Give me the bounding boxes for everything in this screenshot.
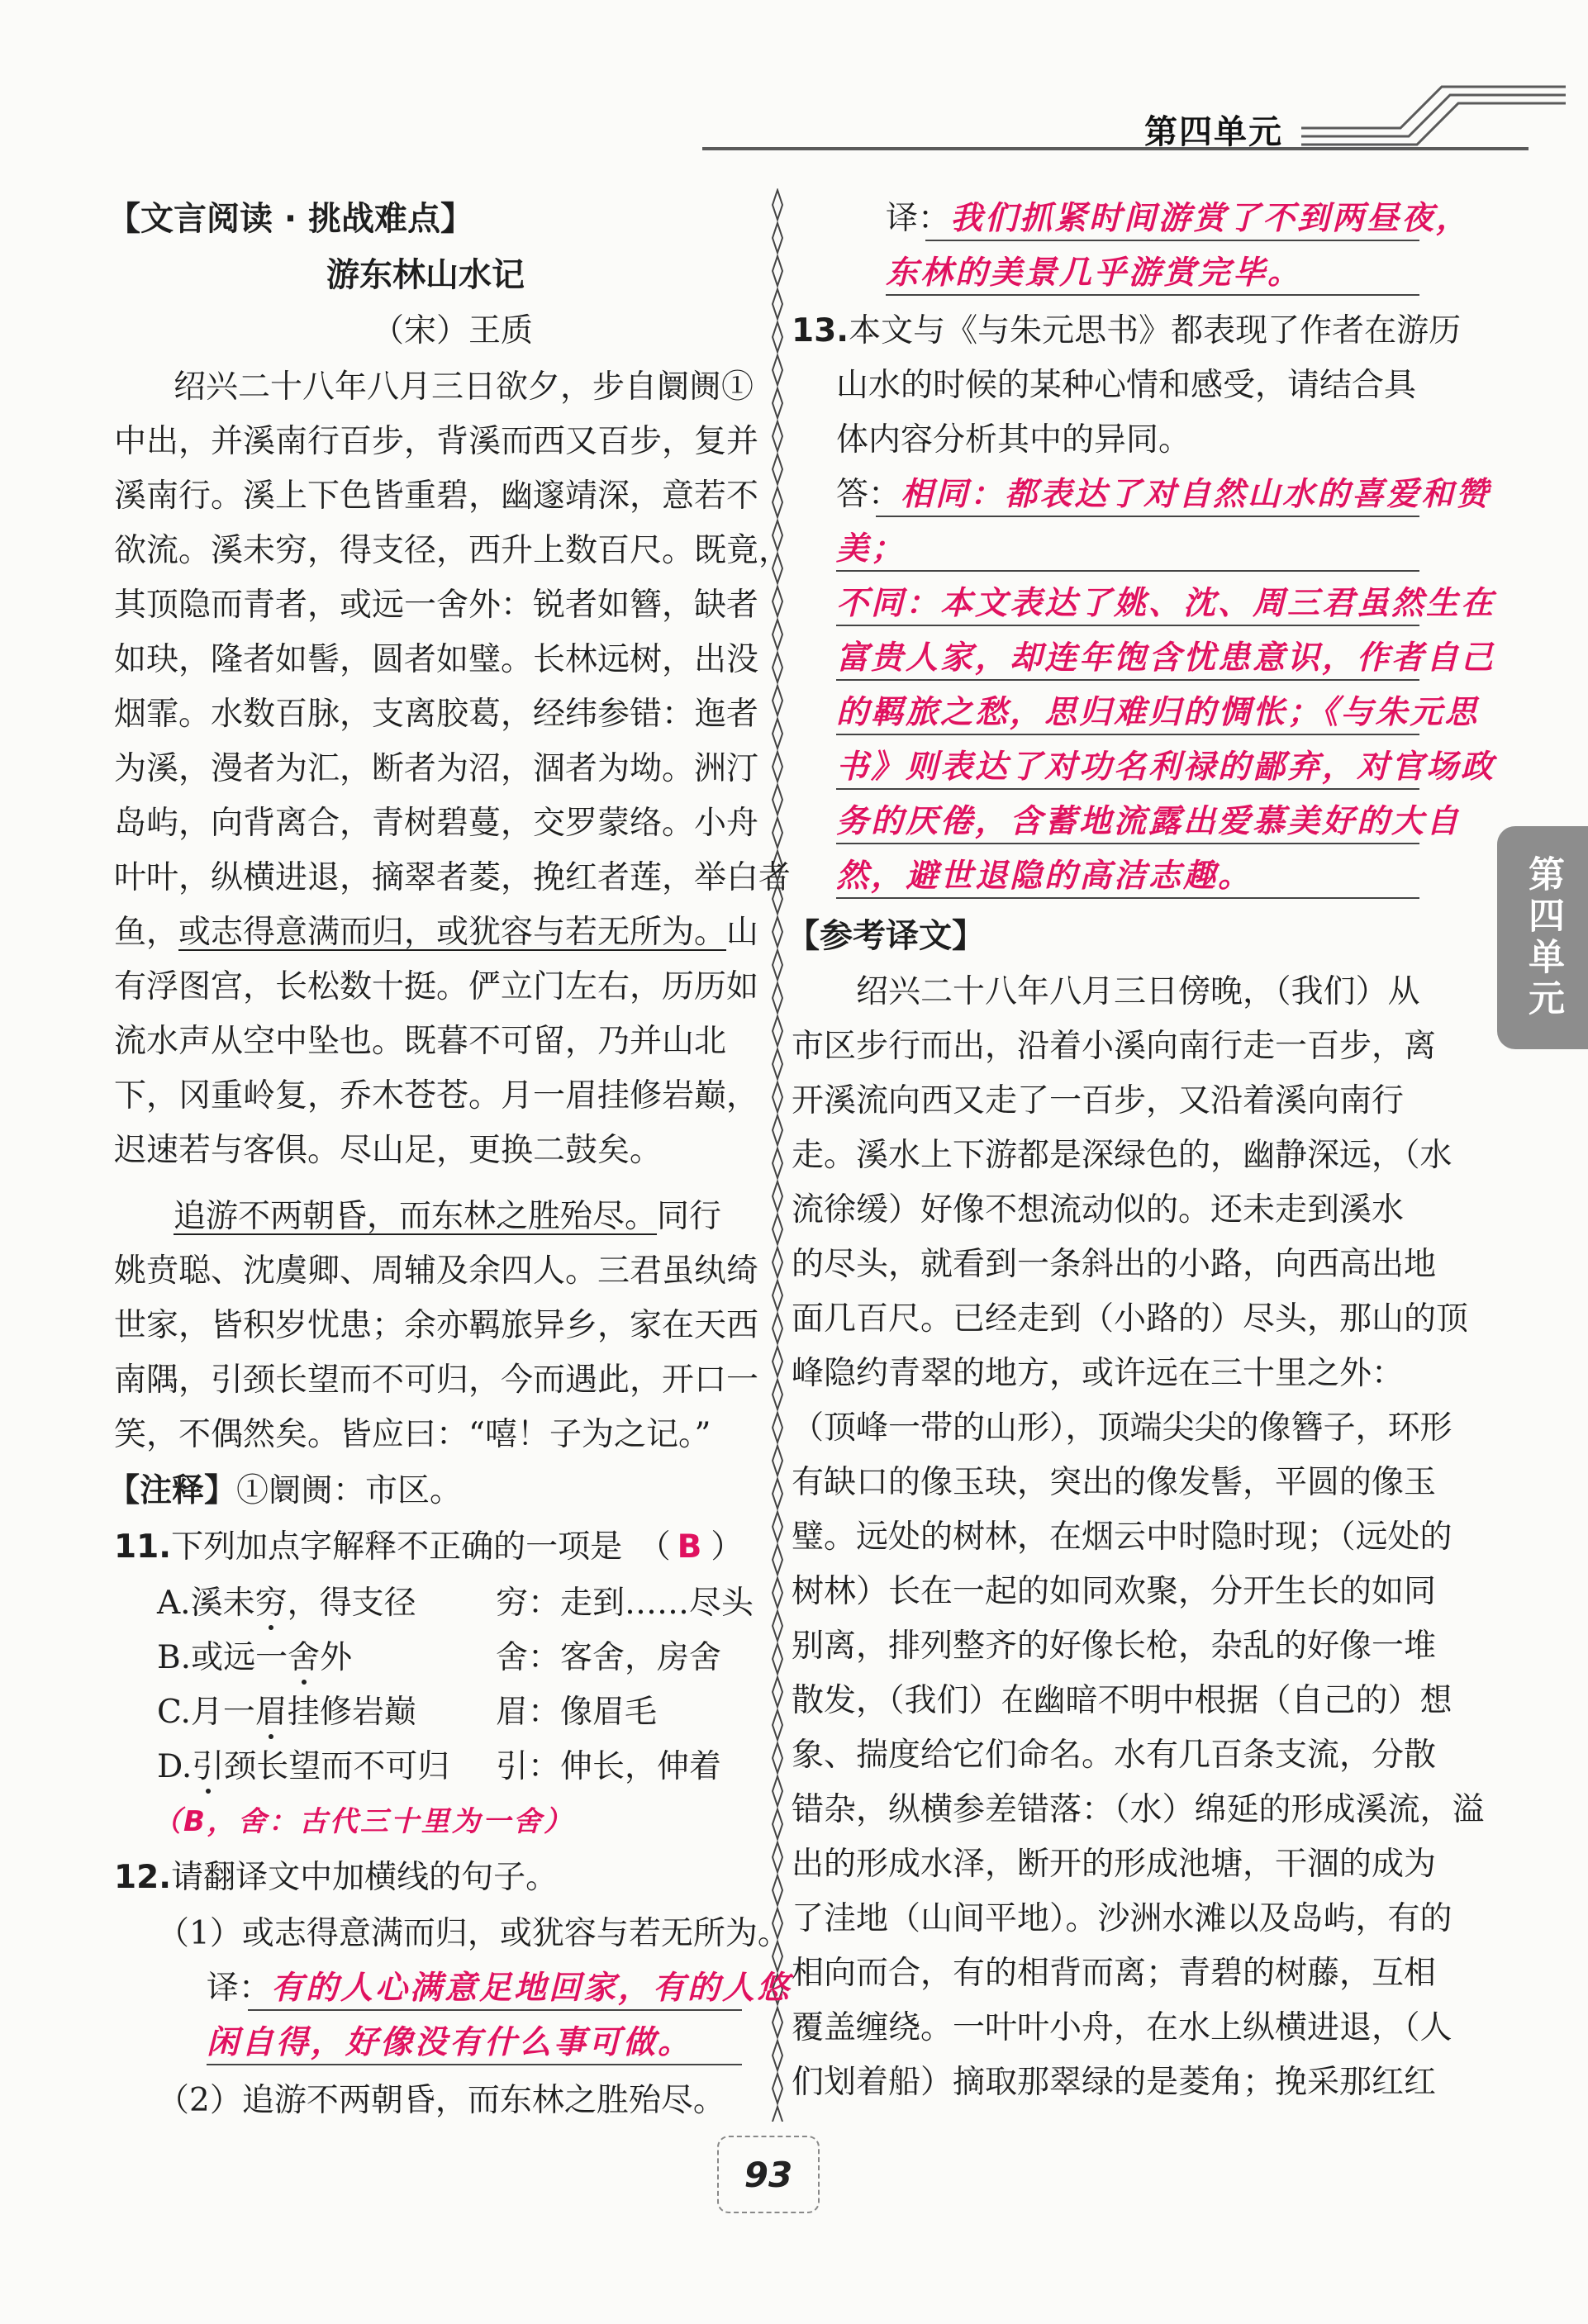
unit-title: 第四单元 [1144,113,1283,151]
passage-line: 为溪，漫者为汇，断者为沼，涸者为坳。洲汀 [114,750,759,787]
reference-line: 有缺口的像玉玦，突出的像发髻，平圆的像玉 [792,1464,1437,1501]
page-number-box [717,2136,820,2213]
answer-rule [925,240,1419,241]
reference-line: 绍兴二十八年八月三日傍晚，（我们）从 [792,973,1420,1010]
question-number: 11. [114,1528,172,1566]
reference-line: 的尽头，就看到一条斜出的小路，向西高出地 [792,1246,1437,1283]
handwritten-answer: 有的人心满意足地回家，有的人悠 [271,1970,792,2007]
option-c-gloss: 眉：像眉毛 [496,1694,658,1731]
answer-label: 译： [886,200,951,237]
option-letter: C. [157,1694,191,1731]
handwritten-answer: 美； [836,530,906,568]
handwritten-answer: 闲自得，好像没有什么事可做。 [207,2024,693,2061]
passage-line: 欲流。溪未穷，得支径，西升上数百尺。既竟， [114,532,792,569]
question-12-item-2: （2）追游不两朝昏，而东林之胜殆尽。 [157,2082,725,2119]
note-line [107,1464,462,1518]
passage-line: 流水声从空中坠也。既暮不可留，乃并山北 [114,1023,727,1060]
question-stem: 请翻译文中加横线的句子。 [171,1859,559,1896]
answer-rule [836,734,1419,735]
question-stem-end: ） [711,1528,744,1566]
option-text: 挂修岩巅 [287,1694,416,1731]
passage-line: 叶叶，纵横进退，摘翠者菱，挽红者莲，举白者 [114,859,792,896]
question-number: 13. [792,312,849,349]
question-stem: 本文与《与朱元思书》都表现了作者在游历 [849,312,1462,349]
answer-label: 答： [836,476,901,513]
answer-line [207,1961,792,2016]
question-stem: 山水的时候的某种心情和感受，请结合具 [836,367,1417,404]
option-text: 颈长望而不可归 [224,1748,450,1785]
handwritten-answer: B [677,1528,705,1566]
option-text: 或远一 [191,1639,288,1676]
reference-line: 峰隐约青翠的地方，或许远在三十里之外： [792,1355,1405,1392]
passage-text: 同行 [657,1198,722,1235]
passage-line: 笑，不偶然矣。皆应曰：“嘻！子为之记。” [114,1416,711,1453]
option-c [157,1685,416,1740]
passage-line [174,1190,721,1244]
passage-line: 烟霏。水数百脉，支离胶葛，经纬参错：迤者 [114,696,759,733]
answer-rule [886,294,1419,296]
question-12 [114,1851,558,1905]
reference-line: 们划着船）摘取那翠绿的是菱角；挽采那红红 [792,2064,1437,2101]
passage-text: 山 [726,914,759,951]
reference-line: 相向而合，有的相背而离；青碧的树藤，互相 [792,1955,1437,1992]
reference-line: （顶峰一带的山形），顶端尖尖的像簪子，环形 [792,1409,1452,1447]
passage-line: 绍兴二十八年八月三日欲夕，步自阛阓① [174,368,754,406]
option-text: 外 [320,1639,353,1676]
answer-rule [836,843,1419,844]
option-b-gloss: 舍：客舍，房舍 [496,1639,722,1676]
reference-line: 散发，（我们）在幽暗不明中根据（自己的）想 [792,1682,1452,1719]
reference-heading: 【参考译文】 [787,917,985,955]
column-divider [770,188,785,2122]
reference-line: 别离，排列整齐的好像长枪，杂乱的好像一堆 [792,1628,1437,1665]
answer-rule [836,570,1419,572]
handwritten-answer: 的羁旅之愁，思归难归的惆怅；《与朱元思 [836,694,1480,731]
passage-line: 中出，并溪南行百步，背溪而西又百步，复并 [114,423,759,460]
note-label: 【注释】 [107,1472,237,1509]
option-b [157,1631,352,1685]
reference-line: 走。溪水上下游都是深绿色的，幽静深远，（水 [792,1137,1452,1174]
passage-line: 迟速若与客俱。尽山足，更换二鼓矣。 [114,1132,663,1169]
passage-author: （宋）王质 [372,312,534,349]
reference-line: 面几百尺。已经走到（小路的）尽头，那山的顶 [792,1300,1469,1338]
passage-line: 南隅，引颈长望而不可归，今而遇此，开口一 [114,1362,759,1399]
question-stem: 体内容分析其中的异同。 [836,421,1191,459]
option-d-gloss: 引：伸长，伸着 [496,1748,722,1785]
section-heading: 【文言阅读 · 挑战难点】 [107,200,474,238]
reference-line: 错杂，纵横参差错落：（水）绵延的形成溪流，溢 [792,1791,1485,1828]
emphasis-char: 舍 [288,1639,321,1676]
passage-line: 姚贲聪、沈虞卿、周辅及余四人。三君虽纨绮 [114,1252,759,1290]
answer-line [886,192,1471,246]
option-letter: B. [157,1639,192,1676]
handwritten-answer: 务的厌倦，含蓄地流露出爱慕美好的大自 [836,803,1462,840]
handwritten-answer: 不同：本文表达了姚、沈、周三君虽然生在 [836,585,1496,622]
question-12-item-1: （1）或志得意满而归，或犹容与若无所为。 [157,1915,790,1952]
answer-rule [836,788,1419,790]
answer-rule [207,2064,742,2065]
answer-rule [836,679,1419,681]
reference-line: 璧。远处的树林，在烟云中时隐时现；（远处的 [792,1518,1452,1556]
reference-line: 了洼地（山间平地）。沙洲水滩以及岛屿，有的 [792,1900,1452,1937]
question-number: 12. [114,1859,172,1896]
option-letter: D. [157,1748,193,1785]
unit-side-tab-label: 第四单元 [1522,855,1564,1020]
option-text: ，得支径 [287,1585,416,1622]
unit-side-tab [1497,826,1588,1049]
passage-line: 有浮图宫，长松数十挺。俨立门左右，历历如 [114,968,759,1005]
header-decoration-lines [1301,78,1566,153]
passage-text: 鱼， [114,914,179,951]
question-11 [114,1520,743,1575]
option-a [157,1576,416,1631]
handwritten-answer: 东林的美景几乎游赏完毕。 [886,254,1303,292]
page-number: 93 [744,2154,793,2195]
passage-line [114,905,758,960]
answer-line [836,468,1491,522]
handwritten-answer: 我们抓紧时间游赏了不到两昼夜， [950,200,1472,237]
answer-rule [876,516,1419,517]
reference-line: 树林）长在一起的如同欢聚，分开生长的如同 [792,1573,1437,1610]
emphasis-char: 引 [192,1748,225,1785]
note-text: ①阛阓：市区。 [236,1472,463,1509]
reference-line: 流徐缓）好像不想流动似的。还未走到溪水 [792,1191,1405,1229]
option-letter: A. [157,1585,191,1622]
reference-line: 象、揣度给它们命名。水有几百条支流，分散 [792,1737,1437,1774]
passage-line: 溪南行。溪上下色皆重碧，幽邃靖深，意若不 [114,478,759,515]
reference-line: 开溪流向西又走了一百步，又沿着溪向南行 [792,1082,1405,1119]
question-13 [792,304,1461,359]
question-stem: 下列加点字解释不正确的一项是 （ [171,1528,671,1566]
passage-line: 其顶隐而青者，或远一舍外：锐者如簪，缺者 [114,587,759,624]
emphasis-char: 穷 [254,1585,288,1622]
handwritten-answer: 然，避世退隐的高洁志趣。 [836,858,1253,895]
emphasis-char: 眉 [254,1694,288,1731]
answer-rule [836,625,1419,626]
option-d [157,1740,449,1794]
reference-line: 覆盖缠绕。一叶叶小舟，在水上纵横进退，（人 [792,2009,1452,2046]
underlined-sentence-1: 或志得意满而归，或犹容与若无所为。 [178,914,727,951]
passage-line: 岛屿，向背离合，青树碧蔓，交罗蒙络。小舟 [114,805,759,842]
answer-rule [248,2009,742,2011]
handwritten-answer: 相同：都表达了对自然山水的喜爱和赞 [901,476,1491,513]
answer-rule [836,897,1419,899]
passage-line: 下，冈重岭复，乔木苍苍。月一眉挂修岩巅， [114,1077,759,1114]
answer-label: 译： [207,1970,272,2007]
option-a-gloss: 穷：走到……尽头 [496,1585,754,1622]
handwritten-answer: 书》则表达了对功名利禄的鄙弃，对官场政 [836,749,1496,786]
reference-line: 出的形成水泽，断开的形成池塘，干涸的成为 [792,1846,1437,1883]
passage-title: 游东林山水记 [326,256,525,294]
handwritten-note: （B，舍：古代三十里为一舍） [153,1805,574,1838]
underlined-sentence-2: 追游不两朝昏，而东林之胜殆尽。 [174,1198,658,1235]
passage-line: 如玦，隆者如髻，圆者如璧。长林远树，出没 [114,641,759,678]
handwritten-answer: 富贵人家，却连年饱含忧患意识，作者自己 [836,639,1496,677]
reference-line: 市区步行而出，沿着小溪向南行走一百步，离 [792,1028,1437,1065]
option-text: 月一 [190,1694,255,1731]
passage-line: 世家，皆积岁忧患；余亦羁旅异乡，家在天西 [114,1307,759,1344]
option-text: 溪未 [190,1585,255,1622]
